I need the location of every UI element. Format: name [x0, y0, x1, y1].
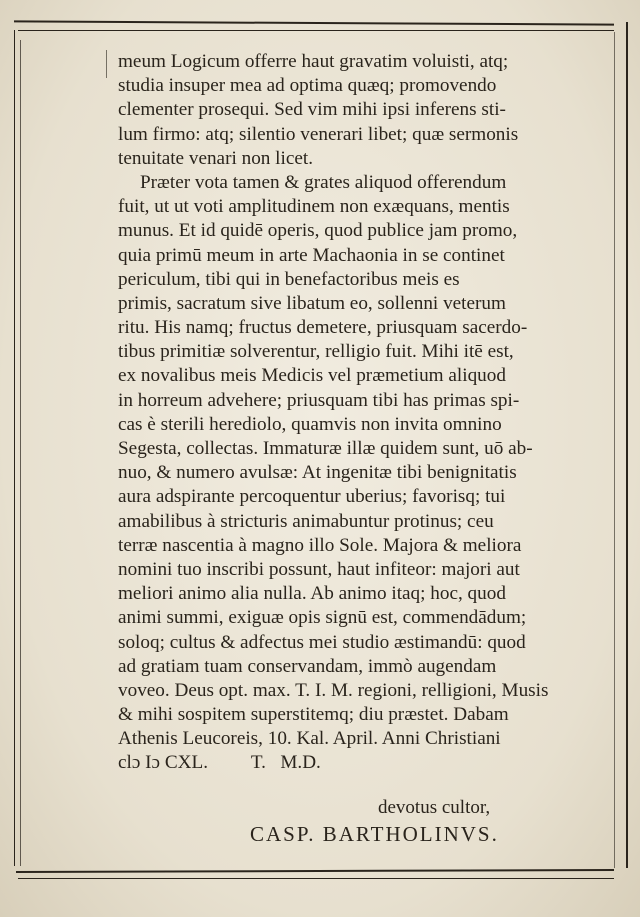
signature-block [250, 796, 590, 848]
text-line: tenuitate venari non licet. [118, 147, 313, 169]
right-outer-rule [626, 22, 628, 868]
latin-dedication-text [118, 50, 604, 776]
right-inner-rule [614, 32, 615, 868]
text-line: meliori animo alia nulla. Ab animo itaq; hoc, quod [118, 583, 506, 605]
text-line: lum firmo: atq; silentio venerari libet; quæ sermonis [118, 123, 519, 145]
text-line: fuit, ut ut voti amplitudinem non exæquans, mentis [118, 196, 510, 218]
text-line: & mihi sospitem superstitemq; diu præstet. Dabam [118, 704, 509, 726]
bottom-rule-thin [18, 878, 614, 879]
text-line: quia primū meum in arte Machaonia in se continet [118, 244, 505, 266]
text-line: voveo. Deus opt. max. T. I. M. regioni, relligioni, Musis [118, 679, 549, 701]
text-line: cas è sterili herediolo, quamvis non invita omnino [118, 413, 502, 435]
text-line: nomini tuo inscribi possunt, haut infiteor: majori aut [118, 558, 520, 580]
text-line: Præter vota tamen & grates aliquod offerendum [140, 171, 507, 193]
text-line: ritu. His namq; fructus demetere, priusquam sacerdo- [118, 317, 528, 339]
text-line: studia insuper mea ad optima quæq; promovendo [118, 75, 497, 97]
text-line: primis, sacratum sive libatum eo, sollenni veterum [118, 292, 506, 314]
left-inner-rule [20, 40, 21, 866]
closing-salutation: devotus cultor, [378, 797, 491, 818]
top-rule-thin [18, 30, 614, 31]
text-line: clementer prosequi. Sed vim mihi ipsi inferens sti- [118, 99, 506, 121]
text-line: ex novalibus meis Medicis vel præmetium aliquod [118, 365, 506, 387]
text-line: clɔ Iɔ CXL. T. M.D. [118, 752, 321, 774]
author-signature: CASP. BARTHOLINVS. [250, 822, 499, 846]
left-outer-rule [14, 30, 15, 866]
text-line: munus. Et id quidē operis, quod publice jam promo, [118, 220, 518, 242]
text-line: nuo, & numero avulsæ: At ingenitæ tibi benignitatis [118, 462, 517, 484]
text-line: aura adspirante percoquentur uberius; favorisq; tui [118, 486, 506, 508]
text-line: animi summi, exiguæ opis signū est, commendādum; [118, 607, 527, 629]
bottom-rule-thick [16, 869, 614, 873]
text-line: Segesta, collectas. Immaturæ illæ quidem sunt, uō ab- [118, 438, 533, 459]
top-rule-thick [14, 20, 614, 25]
text-line: ad gratiam tuam conservandam, immò augendam [118, 655, 497, 677]
text-line: meum Logicum offerre haut gravatim voluisti, atq; [118, 51, 509, 72]
text-line: terræ nascentia à magno illo Sole. Majora & meliora [118, 534, 522, 556]
text-line: amabilibus à stricturis animabuntur protinus; ceu [118, 510, 494, 532]
text-line: periculum, tibi qui in benefactoribus meis es [118, 268, 460, 290]
text-line: in horreum advehere; priusquam tibi has primas spi- [118, 389, 520, 411]
text-line: tibus primitiæ solverentur, relligio fuit. Mihi itē est, [118, 341, 514, 363]
text-line: soloq; cultus & adfectus mei studio æstimandū: quod [118, 631, 526, 653]
text-left-rule [106, 50, 107, 78]
text-line: Athenis Leucoreis, 10. Kal. April. Anni Christiani [118, 728, 501, 750]
